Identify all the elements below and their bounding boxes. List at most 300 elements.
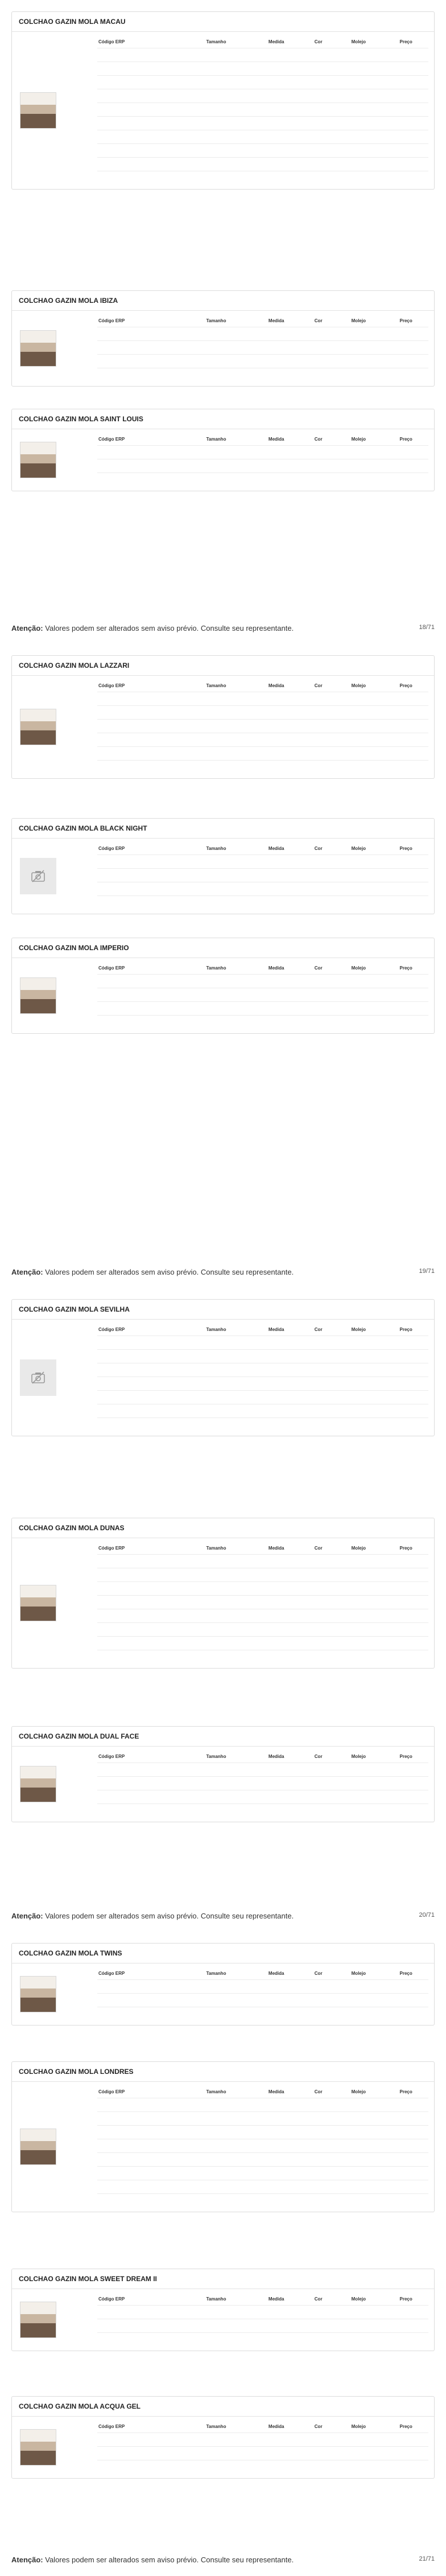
table-cell [303, 103, 333, 117]
table-cell [333, 1623, 383, 1637]
table-cell [303, 1363, 333, 1377]
table-row [97, 89, 428, 103]
table-cell [183, 747, 250, 761]
table-cell [249, 1377, 303, 1391]
table-cell [383, 1980, 428, 1994]
table-cell [383, 1336, 428, 1350]
catalog-page [0, 1932, 446, 2575]
table-cell [97, 1777, 183, 1790]
table-cell [249, 2333, 303, 2347]
table-cell [383, 2319, 428, 2333]
table-cell [97, 882, 183, 896]
column-header: Código ERP [98, 2296, 125, 2302]
table-cell [383, 1609, 428, 1623]
table-cell [303, 459, 333, 473]
table-cell [249, 473, 303, 487]
table-cell [249, 1623, 303, 1637]
table-cell [383, 1377, 428, 1391]
table-cell [97, 706, 183, 720]
table-cell [383, 2098, 428, 2112]
table-cell [333, 2112, 383, 2126]
table-row [97, 1623, 428, 1637]
table-cell [183, 1568, 250, 1582]
notice-label: Atenção: [11, 1268, 43, 1276]
table-cell [383, 473, 428, 487]
image-unavailable-icon [20, 1359, 56, 1396]
table-cell [383, 706, 428, 720]
table-cell [183, 1804, 250, 1818]
table-cell [383, 2126, 428, 2139]
column-header: Cor [314, 437, 323, 442]
table-cell [183, 1350, 250, 1363]
table-row [97, 1609, 428, 1623]
table-cell [333, 2333, 383, 2347]
table-cell [183, 2180, 250, 2194]
table-cell [383, 117, 428, 130]
table-cell [383, 355, 428, 368]
table-cell [303, 2194, 333, 2208]
table-header-row [97, 964, 428, 975]
table-cell [183, 1980, 250, 1994]
table-row [97, 733, 428, 747]
price-table [97, 2295, 428, 2346]
table-row [97, 2194, 428, 2208]
table-row [97, 341, 428, 355]
table-cell [249, 2112, 303, 2126]
column-header: Preço [399, 1546, 412, 1551]
column-header: Tamanho [206, 683, 226, 688]
notice-label: Atenção: [11, 2556, 43, 2564]
table-cell [303, 2112, 333, 2126]
table-cell [249, 446, 303, 459]
page-number: 20/71 [419, 1912, 435, 1918]
table-header-row [97, 435, 428, 446]
table-cell [383, 2460, 428, 2474]
table-cell [97, 1804, 183, 1818]
column-header: Cor [314, 2424, 323, 2429]
table-cell [183, 2194, 250, 2208]
product-title: COLCHAO GAZIN MOLA IMPERIO [12, 938, 434, 958]
table-cell [333, 327, 383, 341]
table-cell [183, 1377, 250, 1391]
table-cell [303, 882, 333, 896]
column-header: Molejo [351, 1546, 366, 1551]
table-cell [383, 1994, 428, 2007]
table-cell [97, 103, 183, 117]
table-cell [333, 1777, 383, 1790]
table-cell [183, 117, 250, 130]
column-header: Molejo [351, 2296, 366, 2302]
column-header: Cor [314, 966, 323, 971]
table-cell [249, 2319, 303, 2333]
table-cell [333, 446, 383, 459]
table-cell [97, 692, 183, 706]
mattress-photo [20, 1976, 56, 2012]
table-cell [183, 1777, 250, 1790]
product-title: COLCHAO GAZIN MOLA TWINS [12, 1944, 434, 1963]
product-section [11, 938, 435, 1034]
table-cell [249, 882, 303, 896]
column-header: Preço [399, 1754, 412, 1759]
table-cell [303, 117, 333, 130]
table-row [97, 1582, 428, 1596]
table-cell [303, 1609, 333, 1623]
table-cell [303, 2167, 333, 2180]
table-row [97, 473, 428, 487]
column-header: Código ERP [98, 966, 125, 971]
table-cell [183, 130, 250, 144]
table-cell [97, 1016, 183, 1029]
table-cell [183, 171, 250, 185]
product-section [11, 818, 435, 914]
column-header: Código ERP [98, 1546, 125, 1551]
table-cell [249, 2433, 303, 2447]
table-cell [97, 459, 183, 473]
table-cell [183, 733, 250, 747]
table-cell [303, 446, 333, 459]
table-cell [183, 103, 250, 117]
table-cell [97, 2460, 183, 2474]
table-cell [183, 1994, 250, 2007]
table-cell [383, 733, 428, 747]
product-title: COLCHAO GAZIN MOLA DUNAS [12, 1518, 434, 1538]
table-row [97, 855, 428, 869]
table-cell [303, 2306, 333, 2319]
table-cell [383, 1637, 428, 1650]
column-header: Tamanho [206, 1546, 226, 1551]
table-cell [183, 988, 250, 1002]
table-header-row [97, 1325, 428, 1336]
column-header: Tamanho [206, 318, 226, 323]
table-cell [97, 1568, 183, 1582]
product-image [20, 2302, 56, 2338]
table-cell [333, 1555, 383, 1568]
table-cell [97, 720, 183, 733]
table-cell [183, 144, 250, 158]
table-cell [97, 2007, 183, 2021]
table-cell [333, 1994, 383, 2007]
column-header: Tamanho [206, 2296, 226, 2302]
table-cell [333, 720, 383, 733]
table-cell [333, 761, 383, 774]
table-cell [97, 1404, 183, 1418]
table-cell [249, 2460, 303, 2474]
table-cell [303, 1350, 333, 1363]
table-cell [249, 975, 303, 988]
table-cell [183, 355, 250, 368]
table-cell [249, 48, 303, 62]
table-cell [97, 761, 183, 774]
table-row [97, 158, 428, 171]
image-unavailable-icon [20, 858, 56, 894]
table-cell [333, 896, 383, 910]
table-cell [183, 2333, 250, 2347]
table-cell [303, 2153, 333, 2167]
table-cell [333, 747, 383, 761]
table-cell [383, 988, 428, 1002]
table-cell [333, 144, 383, 158]
catalog-page [0, 644, 446, 1288]
product-body [12, 1747, 434, 1822]
table-cell [333, 1609, 383, 1623]
table-row [97, 2139, 428, 2153]
page-number: 19/71 [419, 1268, 435, 1275]
table-header-row [97, 38, 428, 48]
table-row [97, 117, 428, 130]
table-row [97, 1637, 428, 1650]
table-row [97, 1650, 428, 1664]
column-header: Medida [268, 437, 284, 442]
table-cell [249, 368, 303, 382]
column-header: Cor [314, 318, 323, 323]
table-cell [383, 720, 428, 733]
table-cell [333, 2167, 383, 2180]
table-cell [183, 1363, 250, 1377]
table-cell [303, 1555, 333, 1568]
column-header: Cor [314, 1327, 323, 1332]
product-section [11, 11, 435, 190]
table-cell [383, 158, 428, 171]
table-cell [249, 459, 303, 473]
table-cell [383, 327, 428, 341]
table-cell [183, 761, 250, 774]
table-cell [303, 988, 333, 1002]
column-header: Molejo [351, 846, 366, 851]
table-cell [333, 368, 383, 382]
product-section [11, 2396, 435, 2479]
column-header: Cor [314, 1971, 323, 1976]
table-cell [383, 2112, 428, 2126]
table-cell [249, 1637, 303, 1650]
product-body [12, 2082, 434, 2212]
table-cell [97, 2333, 183, 2347]
product-title: COLCHAO GAZIN MOLA LAZZARI [12, 656, 434, 676]
table-cell [303, 733, 333, 747]
table-row [97, 882, 428, 896]
table-cell [249, 355, 303, 368]
table-row [97, 2319, 428, 2333]
table-cell [333, 1596, 383, 1609]
table-cell [249, 2126, 303, 2139]
table-cell [249, 733, 303, 747]
table-cell [303, 706, 333, 720]
table-header-row [97, 681, 428, 692]
table-row [97, 1363, 428, 1377]
table-cell [97, 1363, 183, 1377]
table-cell [303, 1404, 333, 1418]
table-cell [333, 706, 383, 720]
table-cell [183, 48, 250, 62]
table-cell [383, 2306, 428, 2319]
table-cell [183, 1582, 250, 1596]
mattress-photo [20, 977, 56, 1014]
table-cell [183, 1391, 250, 1404]
product-image [20, 1359, 56, 1396]
table-cell [249, 1350, 303, 1363]
table-cell [303, 747, 333, 761]
table-cell [249, 2153, 303, 2167]
table-row [97, 706, 428, 720]
column-header: Código ERP [98, 2089, 125, 2094]
table-cell [97, 1350, 183, 1363]
table-cell [333, 62, 383, 76]
table-cell [183, 2139, 250, 2153]
column-header: Molejo [351, 2424, 366, 2429]
table-cell [183, 2433, 250, 2447]
column-header: Preço [399, 1971, 412, 1976]
table-cell [249, 692, 303, 706]
table-cell [383, 1555, 428, 1568]
product-section [11, 655, 435, 779]
product-image [20, 977, 56, 1014]
table-cell [97, 1596, 183, 1609]
table-cell [383, 1623, 428, 1637]
table-cell [333, 76, 383, 89]
table-cell [97, 368, 183, 382]
table-cell [303, 158, 333, 171]
table-cell [333, 2306, 383, 2319]
table-cell [97, 1790, 183, 1804]
table-cell [249, 720, 303, 733]
table-cell [97, 733, 183, 747]
table-cell [183, 76, 250, 89]
column-header: Código ERP [98, 1327, 125, 1332]
product-title: COLCHAO GAZIN MOLA BLACK NIGHT [12, 819, 434, 839]
price-table [97, 964, 428, 1029]
table-cell [333, 2180, 383, 2194]
table-cell [97, 855, 183, 869]
table-cell [383, 1650, 428, 1664]
table-row [97, 171, 428, 185]
table-cell [303, 1336, 333, 1350]
table-cell [183, 473, 250, 487]
price-table [97, 1544, 428, 1663]
table-cell [303, 1418, 333, 1432]
product-body [12, 1963, 434, 2025]
table-cell [249, 1650, 303, 1664]
product-section [11, 1726, 435, 1822]
table-cell [303, 1777, 333, 1790]
table-cell [383, 2180, 428, 2194]
table-cell [383, 2433, 428, 2447]
notice-text: Valores podem ser alterados sem aviso prévio. Consulte seu representante. [45, 624, 294, 632]
table-cell [303, 761, 333, 774]
table-row [97, 1377, 428, 1391]
table-cell [249, 1790, 303, 1804]
table-cell [97, 1980, 183, 1994]
table-cell [383, 62, 428, 76]
product-body [12, 2417, 434, 2478]
table-cell [97, 2139, 183, 2153]
table-cell [383, 1804, 428, 1818]
table-cell [303, 1763, 333, 1777]
table-cell [97, 1650, 183, 1664]
table-cell [183, 2007, 250, 2021]
table-cell [303, 1568, 333, 1582]
table-cell [249, 1994, 303, 2007]
table-row [97, 1418, 428, 1432]
table-row [97, 103, 428, 117]
column-header: Código ERP [98, 1754, 125, 1759]
table-cell [249, 2098, 303, 2112]
table-header-row [97, 844, 428, 855]
table-cell [303, 720, 333, 733]
table-row [97, 1350, 428, 1363]
table-cell [183, 459, 250, 473]
table-cell [303, 1650, 333, 1664]
price-table [97, 844, 428, 909]
column-header: Tamanho [206, 437, 226, 442]
table-cell [183, 1418, 250, 1432]
column-header: Cor [314, 39, 323, 44]
table-cell [303, 1377, 333, 1391]
table-header-row [97, 2422, 428, 2433]
table-cell [97, 869, 183, 882]
table-cell [97, 1994, 183, 2007]
table-cell [333, 1650, 383, 1664]
column-header: Preço [399, 846, 412, 851]
column-header: Molejo [351, 437, 366, 442]
column-header: Tamanho [206, 2089, 226, 2094]
product-section [11, 2269, 435, 2351]
table-cell [303, 692, 333, 706]
table-cell [97, 144, 183, 158]
table-cell [303, 473, 333, 487]
table-cell [333, 1763, 383, 1777]
table-row [97, 1568, 428, 1582]
product-title: COLCHAO GAZIN MOLA LONDRES [12, 2062, 434, 2082]
table-row [97, 144, 428, 158]
table-cell [97, 2167, 183, 2180]
table-cell [183, 1596, 250, 1609]
page-footer [11, 2556, 435, 2564]
table-cell [97, 1555, 183, 1568]
table-row [97, 2306, 428, 2319]
table-cell [249, 117, 303, 130]
table-cell [183, 869, 250, 882]
table-row [97, 48, 428, 62]
price-table [97, 435, 428, 486]
table-cell [183, 341, 250, 355]
table-cell [333, 171, 383, 185]
table-row [97, 76, 428, 89]
table-cell [333, 988, 383, 1002]
table-row [97, 446, 428, 459]
product-title: COLCHAO GAZIN MOLA SEVILHA [12, 1300, 434, 1320]
table-cell [333, 1568, 383, 1582]
product-section [11, 2061, 435, 2212]
table-cell [383, 855, 428, 869]
page-footer [11, 624, 435, 632]
table-cell [97, 76, 183, 89]
table-cell [333, 158, 383, 171]
table-cell [183, 1016, 250, 1029]
notice-label: Atenção: [11, 1912, 43, 1920]
column-header: Preço [399, 2296, 412, 2302]
table-row [97, 2126, 428, 2139]
table-cell [333, 882, 383, 896]
table-cell [249, 144, 303, 158]
table-cell [303, 76, 333, 89]
table-cell [183, 692, 250, 706]
table-cell [249, 1016, 303, 1029]
price-table [97, 1325, 428, 1431]
table-cell [303, 130, 333, 144]
product-image [20, 330, 56, 367]
mattress-photo [20, 330, 56, 367]
table-cell [249, 896, 303, 910]
table-cell [303, 1790, 333, 1804]
